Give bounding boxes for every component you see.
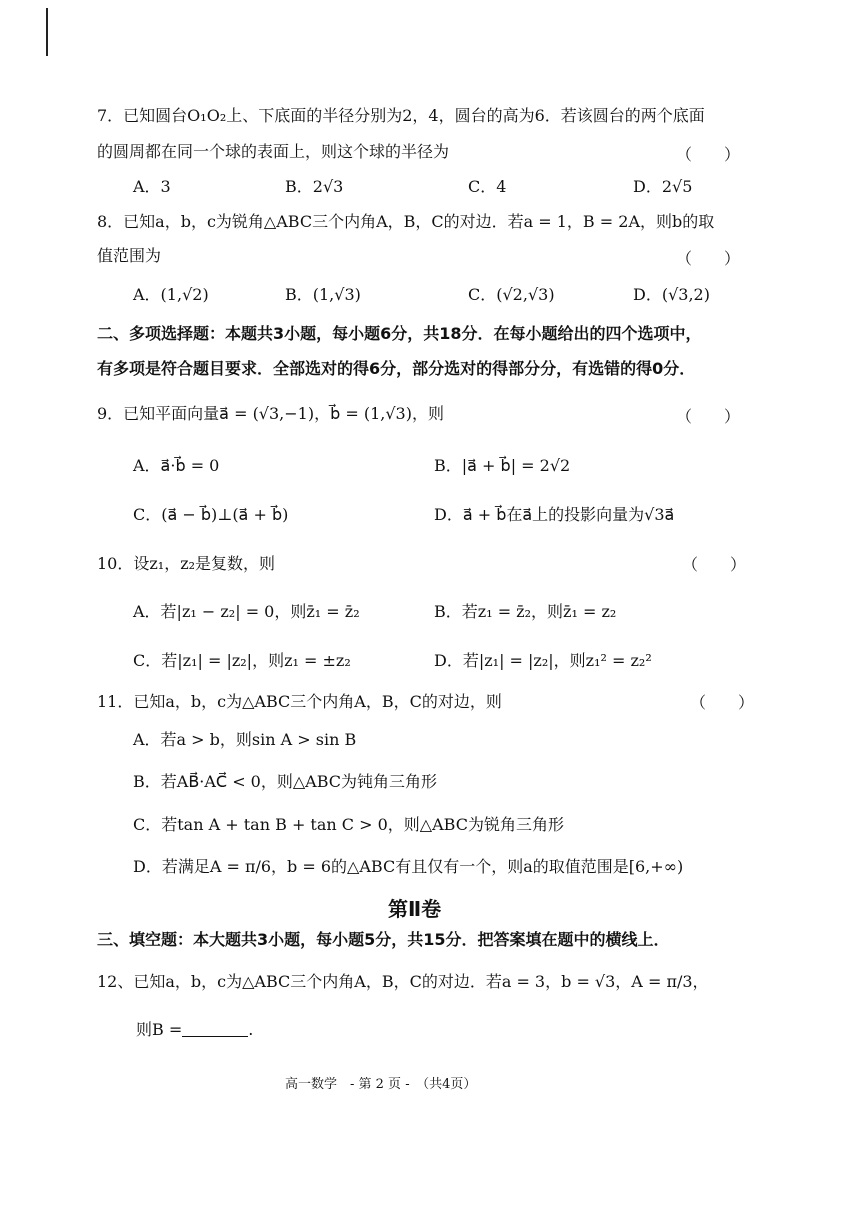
q7-stem-line1: 7．已知圆台O₁O₂上、下底面的半径分别为2，4，圆台的高为6．若该圆台的两个底面: [97, 106, 705, 125]
q10-stem: 10．设z₁，z₂是复数，则: [97, 554, 276, 573]
q9-option-c: C．(a⃗ − b⃗)⊥(a⃗ + b⃗): [133, 505, 289, 524]
q12-answer-prefix: 则B =: [136, 1020, 183, 1039]
q8-stem-line2: 值范围为: [97, 246, 162, 265]
q9-option-d: D．a⃗ + b⃗在a⃗上的投影向量为√3a⃗: [434, 505, 675, 524]
q9-option-a: A．a⃗·b⃗ = 0: [133, 456, 220, 475]
q7-option-a: A．3: [133, 177, 171, 196]
q12-answer-line: [136, 1020, 253, 1040]
q9-answer-paren: （ ）: [676, 407, 741, 426]
q8-option-a: A．(1,√2): [133, 285, 209, 304]
section2-heading-line1: 二、多项选择题：本题共3小题，每小题6分，共18分．在每小题给出的四个选项中，: [97, 324, 702, 343]
q10-option-c: C．若|z₁| = |z₂|，则z₁ = ±z₂: [133, 651, 351, 670]
q9-option-b: B．|a⃗ + b⃗| = 2√2: [434, 456, 571, 475]
q8-option-c: C．(√2,√3): [468, 285, 555, 304]
q11-answer-paren: （ ）: [690, 693, 755, 712]
q10-option-d: D．若|z₁| = |z₂|，则z₁² = z₂²: [434, 651, 652, 670]
q12-answer-blank[interactable]: [182, 1022, 248, 1037]
q8-option-d: D．(√3,2): [633, 285, 710, 304]
section3-heading: 三、填空题：本大题共3小题，每小题5分，共15分．把答案填在题中的横线上．: [97, 930, 670, 949]
page-footer: 高一数学 - 第 2 页 - （共4页）: [285, 1077, 477, 1092]
q11-option-a: A．若a > b，则sin A > sin B: [133, 730, 357, 749]
q12-answer-suffix: .: [248, 1020, 254, 1039]
binding-margin-line: [46, 8, 48, 56]
q8-stem-line1: 8．已知a，b，c为锐角△ABC三个内角A，B，C的对边．若a = 1，B = 2A，则b的取: [97, 212, 715, 231]
q7-option-c: C．4: [468, 177, 507, 196]
q11-option-b: B．若AB⃗·AC⃗ < 0，则△ABC为钝角三角形: [133, 772, 438, 791]
q9-stem: 9．已知平面向量a⃗ = (√3,−1)，b⃗ = (1,√3)，则: [97, 404, 444, 423]
q12-stem: 12、已知a，b，c为△ABC三个内角A，B，C的对边．若a = 3，b = √3，A = π/3，: [97, 972, 709, 991]
q11-stem: 11．已知a，b，c为△ABC三个内角A，B，C的对边，则: [97, 692, 502, 711]
section2-heading-line2: 有多项是符合题目要求．全部选对的得6分，部分选对的得部分分，有选错的得0分．: [97, 359, 696, 378]
q11-option-d: D．若满足A = π/6，b = 6的△ABC有且仅有一个，则a的取值范围是[6,+∞): [133, 857, 684, 876]
q7-option-d: D．2√5: [633, 177, 693, 196]
q11-option-c: C．若tan A + tan B + tan C > 0，则△ABC为锐角三角形: [133, 815, 564, 834]
q10-option-b: B．若z₁ = z̄₂，则z̄₁ = z₂: [434, 602, 617, 621]
q10-option-a: A．若|z₁ − z₂| = 0，则z̄₁ = z̄₂: [133, 602, 360, 621]
q8-answer-paren: （ ）: [676, 249, 741, 268]
q10-answer-paren: （ ）: [682, 555, 747, 574]
q7-answer-paren: （ ）: [676, 145, 741, 164]
q7-option-b: B．2√3: [285, 177, 344, 196]
part2-title: 第Ⅱ卷: [388, 897, 442, 921]
q8-option-b: B．(1,√3): [285, 285, 361, 304]
q7-stem-line2: 的圆周都在同一个球的表面上，则这个球的半径为: [97, 142, 450, 161]
